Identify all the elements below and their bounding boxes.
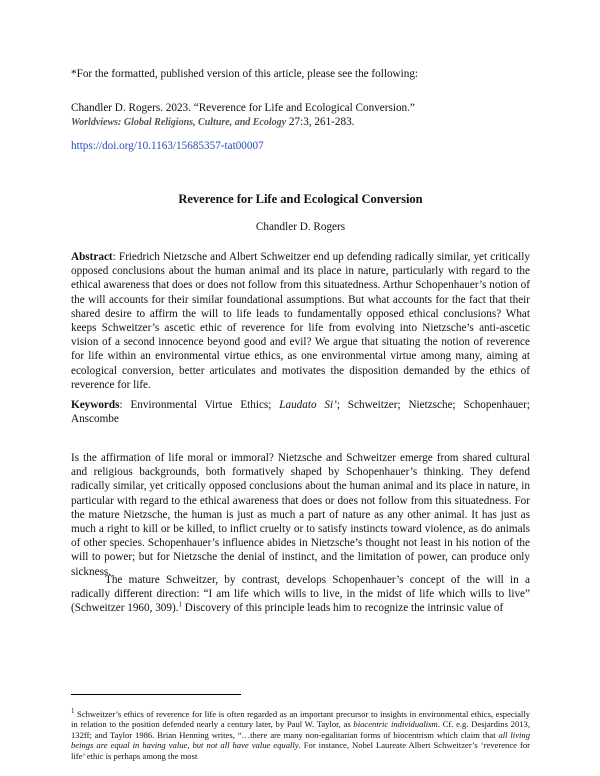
abstract-label: Abstract bbox=[71, 251, 113, 263]
publication-note: *For the formatted, published version of this article, please see the following: bbox=[71, 68, 419, 80]
footnote-divider bbox=[71, 694, 241, 695]
keywords bbox=[71, 398, 530, 426]
keywords-italic: Laudato Si’ bbox=[279, 399, 337, 411]
citation bbox=[71, 101, 530, 130]
footnote-ref[interactable]: 1 bbox=[178, 600, 182, 609]
citation-journal-line bbox=[71, 115, 530, 130]
para2-text-b: Discovery of this principle leads him to recognize the intrinsic value of bbox=[182, 602, 504, 615]
volume-pages: 27:3, 261-283. bbox=[286, 116, 355, 129]
author-name: Chandler D. Rogers bbox=[255, 221, 346, 233]
footnote-text-c: . Cf. e.g. Desjardins 2013, 132ff; and Taylor 1986. Brian Henning writes, “…there are many non-egalitarian forms of biocentrism which claim that bbox=[71, 719, 530, 740]
doi-line bbox=[71, 139, 530, 153]
para2-text-a: The mature Schweitzer, by contrast, develops Schopenhauer’s concept of the will in a radically different direction: “I am life which wills to live, in the midst of life which wills to live” (Schweitzer 1960, 309). bbox=[71, 574, 530, 615]
article-title: Reverence for Life and Ecological Conversion bbox=[178, 192, 423, 206]
footnote-italic-b: biocentric individualism bbox=[353, 719, 438, 730]
journal-name: Worldviews: Global Religions, Culture, and Ecology bbox=[71, 117, 287, 129]
abstract bbox=[71, 250, 530, 392]
body-paragraph-2 bbox=[71, 573, 530, 616]
citation-line: Chandler D. Rogers. 2023. “Reverence for Life and Ecological Conversion.” bbox=[71, 102, 415, 114]
doi-link[interactable]: https://doi.org/10.1163/15685357-tat00007 bbox=[71, 140, 264, 152]
footnote-text-e: . For instance, Nobel Laureate Albert Schweitzer’s ‘reverence for life’ ethic is perhaps among the most bbox=[71, 740, 530, 761]
footnote bbox=[71, 706, 530, 762]
body-paragraph-1: Is the affirmation of life moral or immoral? Nietzsche and Schweitzer emerge from shared cultural and religious backgrounds, both formatively shaped by Schopenhauer’s thinking. They defend radically similar, yet critically opposed conclusions about the human animal and its place in nature, in particular with regard to the ethical awareness that does or does not follow from this situatedness. For the mature Nietzsche, the human is just as much a part of nature as any other animal. It has just as much a right to kill or be killed, to inflict cruelty or to satisfy instincts toward violence, as do animals of other species. Schopenhauer’s influence abides in Nietzsche’s thought not least in his notion of the will to power; but for Nietzsche the denial of instinct, and the limitation of power, can produce only sickness. bbox=[71, 452, 530, 578]
footnote-marker: 1 bbox=[71, 706, 75, 715]
keywords-text-1: : Environmental Virtue Ethics; bbox=[119, 399, 280, 411]
keywords-text-2: ; Schweitzer; Nietzsche; Schopenhauer; Anscombe bbox=[71, 399, 530, 426]
footnote-italic-d: all living beings are equal in having value, but not all have value equally bbox=[71, 729, 530, 751]
footnote-text-a: Schweitzer’s ethics of reverence for life is often regarded as an important precursor to insights in environmental ethics, especially in relation to the position defended nearly a century later, by Paul W. Taylor, as bbox=[71, 708, 530, 730]
abstract-text: : Friedrich Nietzsche and Albert Schweitzer end up defending radically similar, yet critically opposed conclusions about the human animal and its place in nature, particularly with regard to the ethical awareness that does or does not follow from this situatedness. Arthur Schopenhauer’s notion of the will accounts for their similar foundational assumptions. But what accounts for the fact that their shared desire to affirm the will to life leads to fundamentally opposed ethical conclusions? What keeps Schweitzer’s ascetic ethic of reverence for life from evolving into Nietzsche’s anti-ascetic vision of a second innocence beyond good and evil? We argue that situating the notion of reverence for life within an environmental virtue ethics, as one environmental virtue among many, aiming at ecological conversion, better articulates and motivates the disposition demanded by the ethics of reverence for life. bbox=[71, 251, 530, 391]
keywords-label: Keywords bbox=[71, 399, 120, 411]
